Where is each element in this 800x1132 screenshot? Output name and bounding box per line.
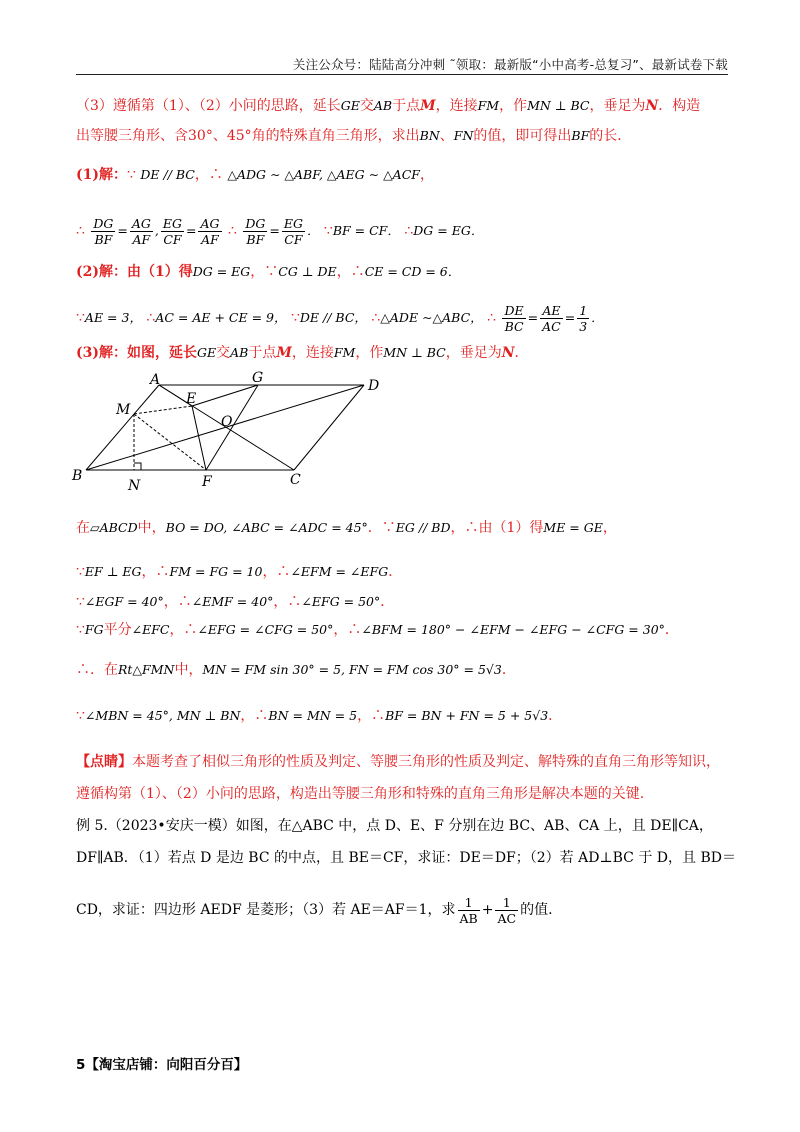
sol2-de-bc: DE // BC: [299, 310, 355, 325]
label-f: F: [202, 474, 212, 490]
intro-line-1: [76, 96, 730, 116]
frac-de-bc: $\frac{DE}{BC}$: [504, 302, 524, 334]
sol1-label: (1)解：: [76, 167, 127, 183]
sol3-fm: FM: [333, 345, 356, 360]
label-a: A: [150, 372, 161, 388]
step-line-2: ∵EF ⊥ EG，∴FM = FG = 10，∴∠EFM = ∠EFG．: [76, 564, 403, 580]
intro-bf: BF: [571, 128, 590, 143]
intro-l2: 出等腰三角形、含30°、45°角的特殊直角三角形，求出: [76, 128, 420, 144]
sol3-line-1: (3)解：如图，延长GE交AB于点M，连接FM，作MN ⊥ BC，垂足为N．: [76, 345, 529, 361]
label-b: B: [72, 468, 83, 484]
intro-mnbc: MN ⊥ BC: [527, 98, 590, 113]
seg-ge: [192, 385, 258, 406]
label-m: M: [116, 402, 131, 418]
sol3-ge: GE: [197, 345, 217, 360]
page-header: 关注公众号：陆陆高分冲刺 ˜领取：最新版“小中高考-总复习”、最新试卷下载: [292, 57, 728, 72]
sol1-therefore: ∴: [208, 167, 223, 183]
sol1-since: ∵: [127, 167, 136, 183]
frac-ag-af-2: $\frac{AG}{AF}$: [200, 215, 220, 247]
page-footer: 5【淘宝店铺：向阳百分百】: [76, 1057, 248, 1073]
frac-1-ab: $\frac{1}{AB}$: [459, 894, 478, 926]
side-dc: [294, 385, 364, 470]
example-line-3: CD，求证：四边形 AEDF 是菱形；（3）若 AE＝AF＝1，求 $\frac{1}{AB}$ + $\frac{1}{AC}$ 的值.: [76, 894, 553, 926]
intro-ge: GE: [340, 98, 360, 113]
sol1-line-2: ∴ $\frac{DG}{BF}$ = $\frac{AG}{AF}$ , $\frac{EG}{CF}$ = $\frac{AG}{AF}$ ∴ $\frac{DG}{BF}$ = $\frac{EG}{CF}$ ． ∵BF = CF． ∴DG = EG．: [76, 215, 484, 247]
intro-text-b: 交: [359, 98, 374, 114]
sol2-line-2: ∵AE = 3， ∴AC = AE + CE = 9， ∵DE // BC， ∴△ADE ∼△ABC， ∴ $\frac{DE}{BC}$ = $\frac{AE}{AC}$ = $\frac{1}{3}$ ．: [76, 302, 604, 334]
step-line-3: ∵∠EGF = 40°，∴∠EMF = 40°，∴∠EFG = 50°．: [76, 594, 395, 610]
intro-bn: BN: [419, 128, 440, 143]
frac-dg-bf: $\frac{DG}{BF}$: [93, 215, 114, 247]
frac-eg-cf: $\frac{EG}{CF}$: [162, 215, 182, 247]
sol2-line-1: (2)解：由（1）得DG = EG，∵CG ⊥ DE，∴CE = CD = 6．: [76, 264, 461, 280]
sol2-ae3: AE = 3: [84, 310, 130, 325]
sol1-therefore-4: ∴: [404, 223, 414, 239]
intro-text-e: ，作: [499, 98, 528, 114]
sol1-sim: △ADG ∼ △ABF, △AEG ∼ △ACF: [227, 167, 420, 182]
step-line-4: ∵FG平分∠EFC，∴∠EFG = ∠CFG = 50°，∴∠BFM = 180° − ∠EFM − ∠EFG − ∠CFG = 30°．: [76, 622, 679, 638]
header-rule: [76, 74, 728, 75]
frac-dg-bf-2: $\frac{DG}{BF}$: [245, 215, 266, 247]
intro-text-c: 于点: [392, 98, 421, 114]
intro-fm: FM: [477, 98, 500, 113]
frac-1-3: $\frac{1}{3}$: [579, 302, 588, 334]
intro-text-f: ，垂足为: [589, 98, 646, 114]
step-line-1: 在▱ABCD中，BO = DO, ∠ABC = ∠ADC = 45°．∵EG // BD，∴由（1）得ME = GE，: [76, 520, 617, 536]
intro-sep: 、: [439, 128, 454, 144]
sol1-line-1: [76, 165, 730, 185]
sol3-mnbc: MN ⊥ BC: [383, 345, 446, 360]
frac-1-ac: $\frac{1}{AC}$: [497, 894, 517, 926]
sol1-comma: ，: [194, 167, 209, 183]
frac-ae-ac: $\frac{AE}{AC}$: [542, 302, 561, 334]
intro-text-d: ，连接: [435, 98, 478, 114]
step-line-6: ∵∠MBN = 45°, MN ⊥ BN，∴BN = MN = 5，∴BF = BN + FN = 5 + 5√3．: [76, 708, 563, 724]
label-d: D: [368, 378, 380, 394]
side-ba: [86, 385, 159, 470]
sol2-cg-de: CG ⊥ DE: [278, 264, 337, 279]
intro-m: M: [420, 98, 436, 114]
label-g: G: [252, 370, 264, 386]
sol1-de-bc: DE // BC: [140, 167, 195, 182]
intro-line-2: [76, 126, 730, 146]
sol2-ac: AC = AE + CE = 9: [155, 310, 274, 325]
sol1-tail: ，: [419, 167, 434, 183]
intro-text-g: ．构造: [658, 98, 701, 114]
sol2-sim: △ADE ∼△ABC: [380, 310, 471, 325]
comment-line-2: 遵循构第（1）、（2）小问的思路，构造出等腰三角形和特殊的直角三角形是解决本题的关键.: [76, 786, 645, 802]
frac-eg-cf-2: $\frac{EG}{CF}$: [283, 215, 303, 247]
example-line-2: DF∥AB．（1）若点 D 是边 BC 的中点，且 BE＝CF，求证：DE＝DF；（2）若 AD⊥BC 于 D，且 BD＝: [76, 850, 736, 866]
example-line-1: 例 5.（2023•安庆一模）如图，在△ABC 中，点 D、E、F 分别在边 BC、AB、CA 上，且 DE∥CA，: [76, 818, 713, 834]
comment-line-1: 【点睛】本题考查了相似三角形的性质及判定、等腰三角形的性质及判定、解特殊的直角三角形等知识，: [76, 754, 720, 770]
label-c: C: [290, 472, 301, 488]
right-angle-mark: [134, 463, 141, 470]
intro-end: 的值，即可得出: [473, 128, 572, 144]
frac-ag-af: $\frac{AG}{AF}$: [131, 215, 151, 247]
sol1-therefore-3: ∴: [227, 223, 237, 239]
sol1-since-2: ∵: [323, 223, 333, 239]
geometry-figure: [66, 370, 386, 495]
sol2-dg-eg: DG = EG: [192, 264, 251, 279]
label-o: O: [221, 414, 233, 430]
intro-ab: AB: [373, 98, 393, 113]
sol2-ce-cd: CE = CD = 6: [364, 264, 448, 279]
comment-tag: 【点睛】: [76, 754, 132, 770]
sol2-label: (2)解：由（1）得: [76, 264, 193, 280]
intro-n: N: [645, 98, 659, 114]
seg-me: [134, 406, 192, 414]
sol3-ab: AB: [230, 345, 249, 360]
step-line-5: ∴．在Rt△FMN中，MN = FM sin 30° = 5, FN = FM cos 30° = 5√3．: [76, 662, 516, 678]
intro-tail: 的长．: [589, 128, 632, 144]
sol1-bf-cf: BF = CF: [332, 223, 388, 238]
intro-text-a: （3）遵循第（1）、（2）小问的思路，延长: [76, 98, 341, 114]
sol1-dg-eg: DG = EG: [413, 223, 471, 238]
label-n: N: [128, 478, 141, 494]
sol3-label: (3)解：如图，延长: [76, 345, 197, 361]
intro-fn: FN: [453, 128, 474, 143]
label-e: E: [186, 391, 197, 407]
sol1-therefore-2: ∴: [76, 223, 85, 239]
